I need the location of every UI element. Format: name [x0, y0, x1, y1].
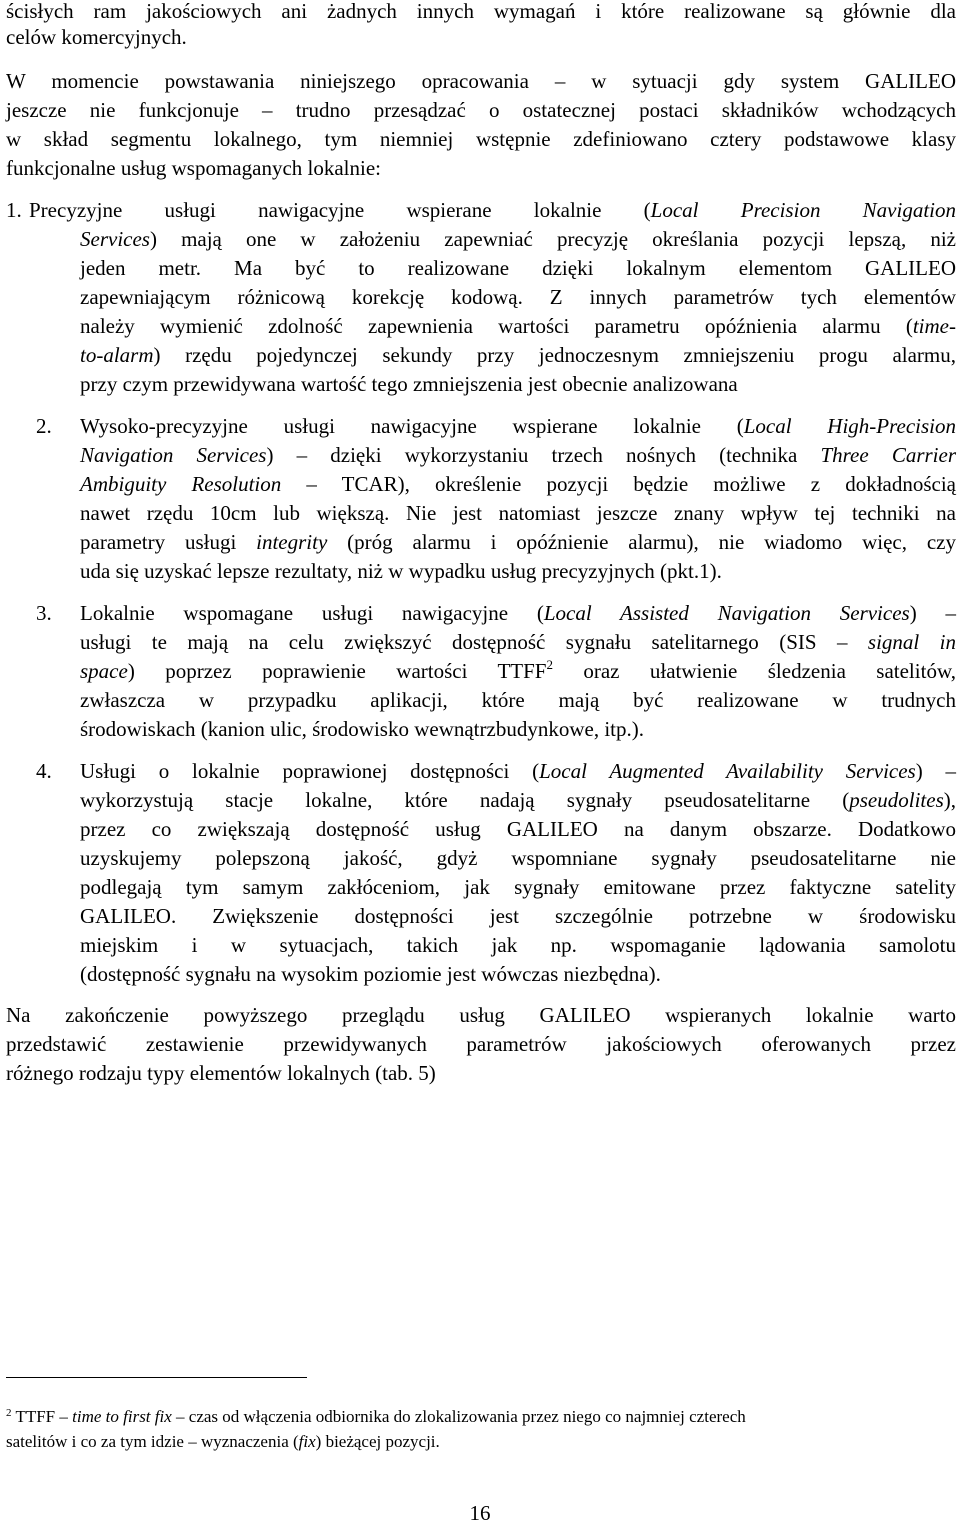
page-number: 16 — [469, 1501, 491, 1525]
text-line: należy wymienić zdolność zapewnienia wartości parametru opóźnienia alarmu (time- — [80, 314, 956, 338]
text-line: przez co zwiększają dostępność usług GALILEO na danym obszarze. Dodatkowo — [80, 817, 956, 841]
text-line: funkcjonalne usług wspomaganych lokalnie: — [6, 156, 381, 180]
text-line: Na zakończenie powyższego przeglądu usług GALILEO wspieranych lokalnie warto — [6, 1003, 956, 1027]
text-line: Services) mają one w założeniu zapewniać precyzję określania pozycji lepszą, niż — [80, 227, 956, 251]
text-line: przedstawić zestawienie przewidywanych parametrów jakościowych oferowanych przez — [6, 1032, 956, 1056]
text-line: space) poprzez poprawienie wartości TTFF$^2$ oraz ułatwienie śledzenia satelitów, — [80, 657, 956, 683]
text-line: przy czym przewidywana wartość tego zmniejszenia jest obecnie analizowana — [80, 372, 738, 396]
text-line: usługi te mają na celu zwiększyć dostępność sygnału satelitarnego (SIS – signal in — [80, 630, 956, 654]
footnote-marker: 2 — [6, 1407, 12, 1419]
list-item-number: 4. — [36, 759, 52, 783]
list-item-number: 1. — [6, 198, 22, 222]
text-line: zwłaszcza w przypadku aplikacji, które mają być realizowane w trudnych — [80, 688, 956, 712]
text-line: wykorzystują stacje lokalne, które nadają sygnały pseudosatelitarne (pseudolites), — [80, 788, 956, 812]
text-line: podlegają tym samym zakłóceniom, jak sygnały emitowane przez faktyczne satelity — [80, 875, 956, 899]
text-line: to-alarm) rzędu pojedynczej sekundy przy jednoczesnym zmniejszeniu progu alarmu, — [80, 343, 956, 367]
text-line: jeszcze nie funkcjonuje – trudno przesądzać o ostatecznej postaci składników wchodzących — [6, 98, 956, 122]
footnote-line — [6, 1406, 746, 1428]
text-line: Wysoko-precyzyjne usługi nawigacyjne wspierane lokalnie (Local High-Precision — [80, 414, 956, 438]
text-line: Lokalnie wspomagane usługi nawigacyjne (Local Assisted Navigation Services) – — [80, 601, 956, 625]
text-line: parametry usługi integrity (próg alarmu i opóźnienie alarmu), nie wiadomo więc, czy — [80, 530, 956, 554]
text-line: nawet rzędu 10cm lub większą. Nie jest natomiast jeszcze znany wpływ tej techniki na — [80, 501, 956, 525]
text-line: miejskim i w sytuacjach, takich jak np. wspomaganie lądowania samolotu — [80, 933, 956, 957]
text-line: Navigation Services) – dzięki wykorzystaniu trzech nośnych (technika Three Carrier — [80, 443, 957, 467]
text-line: uzyskujemy polepszoną jakość, gdyż wspomniane sygnały pseudosatelitarne nie — [80, 846, 956, 870]
text-line: Precyzyjne usługi nawigacyjne wspierane lokalnie (Local Precision Navigation — [29, 198, 957, 222]
text-line: różnego rodzaju typy elementów lokalnych (tab. 5) — [6, 1061, 436, 1085]
text-line: środowiskach (kanion ulic, środowisko wewnątrzbudynkowe, itp.). — [80, 717, 644, 741]
list-item-number: 2. — [36, 414, 52, 438]
text-line: ścisłych ram jakościowych ani żadnych innych wymagań i które realizowane są głównie dla — [6, 0, 956, 23]
text-line: GALILEO. Zwiększenie dostępności jest szczególnie potrzebne w środowisku — [80, 904, 956, 928]
text-line: zapewniającym różnicową korekcję kodową. Z innych parametrów tych elementów — [80, 285, 956, 309]
footnote-line: satelitów i co za tym idzie – wyznaczenia (fix) bieżącej pozycji. — [6, 1432, 440, 1451]
text-line: W momencie powstawania niniejszego opracowania – w sytuacji gdy system GALILEO — [6, 69, 956, 93]
text-line: jeden metr. Ma być to realizowane dzięki lokalnym elementom GALILEO — [80, 256, 956, 280]
text-line: Usługi o lokalnie poprawionej dostępności (Local Augmented Availability Services) – — [80, 759, 956, 783]
text-line: uda się uzyskać lepsze rezultaty, niż w wypadku usług precyzyjnych (pkt.1). — [80, 559, 722, 583]
list-item-number: 3. — [36, 601, 52, 625]
text-line: Ambiguity Resolution – TCAR), określenie pozycji będzie możliwe z dokładnością — [80, 472, 956, 496]
text-line: w skład segmentu lokalnego, tym niemniej wstępnie zdefiniowano cztery podstawowe klasy — [6, 127, 956, 151]
text-line: celów komercyjnych. — [6, 25, 187, 49]
footnote-text: TTFF – time to first fix – czas od włączenia odbiornika do zlokalizowania przez niego co najmniej czterech — [15, 1407, 746, 1426]
footnote-separator — [6, 1377, 307, 1378]
text-line: (dostępność sygnału na wysokim poziomie jest wówczas niezbędna). — [80, 962, 661, 986]
